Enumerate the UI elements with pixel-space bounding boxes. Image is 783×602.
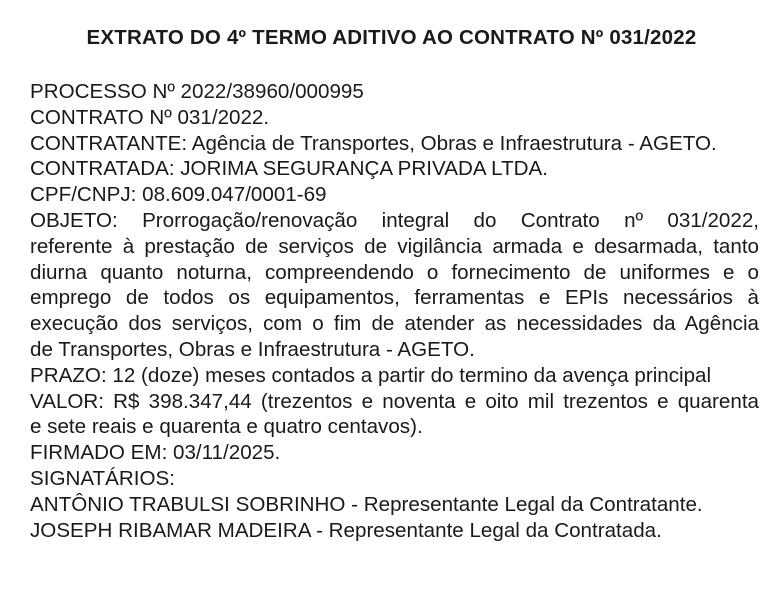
objeto-line: referente à prestação de serviços de vigilância armada e desarmada, tanto xyxy=(30,234,759,258)
objeto-line: diurna quanto noturna, compreendendo o fornecimento de uniformes e o xyxy=(30,260,759,284)
contratante-line: CONTRATANTE: Agência de Transportes, Obras e Infraestrutura - AGETO. xyxy=(30,131,717,155)
processo-line: PROCESSO Nº 2022/38960/000995 xyxy=(30,80,364,103)
valor-line: e sete reais e quarenta e quatro centavos). xyxy=(30,415,423,439)
objeto-line: emprego de todos os equipamentos, ferramentas e EPIs necessários à xyxy=(30,286,759,310)
signatario-line: ANTÔNIO TRABULSI SOBRINHO - Representante Legal da Contratante. xyxy=(30,492,703,516)
document-body xyxy=(30,79,759,543)
contratada-line: CONTRATADA: JORIMA SEGURANÇA PRIVADA LTDA. xyxy=(30,157,548,181)
valor-line: VALOR: R$ 398.347,44 (trezentos e noventa e oito mil trezentos e quarenta xyxy=(30,389,759,413)
objeto-line: OBJETO: Prorrogação/renovação integral do Contrato nº 031/2022, xyxy=(30,208,759,232)
document-title: EXTRATO DO 4º TERMO ADITIVO AO CONTRATO Nº 031/2022 xyxy=(86,26,697,49)
contrato-line: CONTRATO Nº 031/2022. xyxy=(30,105,270,129)
valor-paragraph xyxy=(30,389,759,441)
signatarios-label: SIGNATÁRIOS: xyxy=(30,466,175,490)
firmado-line: FIRMADO EM: 03/11/2025. xyxy=(30,441,281,465)
prazo-line: PRAZO: 12 (doze) meses contados a partir do termino da avença principal xyxy=(30,363,712,387)
cpf-cnpj-line: CPF/CNPJ: 08.609.047/0001-69 xyxy=(30,183,327,207)
objeto-paragraph xyxy=(30,208,759,363)
objeto-line: de Transportes, Obras e Infraestrutura - AGETO. xyxy=(30,337,475,361)
signatario-line: JOSEPH RIBAMAR MADEIRA - Representante Legal da Contratada. xyxy=(30,518,662,542)
objeto-line: execução dos serviços, com o fim de atender as necessidades da Agência xyxy=(30,312,759,336)
